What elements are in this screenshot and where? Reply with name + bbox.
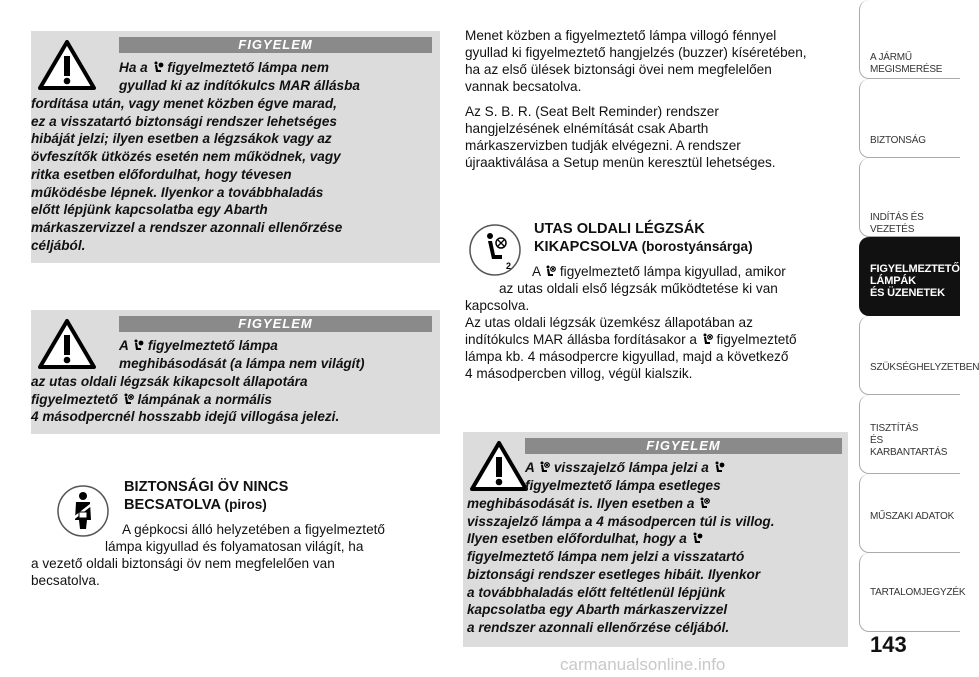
warning-text-cont: gyullad ki az indítókulcs MAR állásba [119, 78, 360, 93]
warning-box-3 [463, 432, 848, 647]
seatbelt-reminder-text: Menet közben a figyelmeztető lámpa villogó fénnyel gyullad ki figyelmeztető hangjelzés (buzzer) kíséretében, ha az első ülések biztonsági övei nem megfelelően vannak becsatolva. Az S. B. R. (Seat Belt Reminder) rendszer hangjelzésének elnémítását csak Abarth márkaszervizben tudják elvégezni. A rendszer újraaktiválása a Setup menün keresztül lehetséges. [465, 28, 807, 170]
airbag-off-icon [698, 497, 710, 509]
airbag-off-icon [122, 393, 134, 405]
airbag-off-icon [544, 265, 556, 277]
airbag-off-icon [701, 333, 713, 345]
airbag-icon [132, 339, 144, 351]
tab-vehicle-intro[interactable]: A JÁRMŰ MEGISMERÉSE [859, 0, 960, 79]
page-number: 143 [870, 632, 907, 657]
warning-text: A figyelmeztető lámpa [119, 338, 278, 353]
seatbelt-text: A gépkocsi álló helyzetében a figyelmeztető lámpa kigyullad és folyamatosan világít, ha a vezető oldali biztonsági öv nem megfelelően van becsatolva. [31, 522, 385, 588]
warning-header: FIGYELEM [525, 438, 842, 454]
airbag-off-title: UTAS OLDALI LÉGZSÁK KIKAPCSOLVA (borostyánsárga) [534, 221, 753, 255]
tab-emergency[interactable]: SZÜKSÉGHELYZETBEN [859, 316, 960, 395]
warning-triangle-icon [37, 39, 97, 91]
chapter-sidebar [859, 0, 979, 677]
tab-safety[interactable]: BIZTONSÁG [859, 79, 960, 158]
warning-text-full: meghibásodását is. Ilyen esetben a visszajelző lámpa a 4 másodpercen túl is villog. Ilyen esetben előfordulhat, hogy a figyelmeztető lámpa nem jelzi a visszatartó biztonsági rendszer esetleges hibáit. Ilyenkor a továbbhaladás előtt feltétlenül lépjünk kapcsolatba egy Abarth márkaszervizzel a rendszer azonnali ellenőrzése céljából. [467, 496, 775, 635]
warning-text: Ha a figyelmeztető lámpa nem [119, 60, 329, 75]
warning-box-2 [31, 310, 440, 434]
warning-text: A visszajelző lámpa jelzi a [525, 459, 725, 477]
seatbelt-title: BIZTONSÁGI ÖV NINCS BECSATOLVA (piros) [124, 479, 289, 513]
tab-warning-lights[interactable]: FIGYELMEZTETŐ LÁMPÁK ÉS ÜZENETEK [859, 237, 960, 316]
warning-text-full: fordítása után, vagy menet közben égve marad, ez a visszatartó biztonsági rendszer lehetséges hibáját jelzi; ilyen esetben a légzsákok vagy az övfeszítők ütközés esetén nem működnek, vagy ritka esetben előfordulhat, hogy tévesen működésbe lépnek. Ilyenkor a továbbhaladás előtt lépjünk kapcsolatba egy Abarth márkaszervizzel a rendszer azonnali ellenőrzése céljából. [31, 96, 343, 253]
airbag-off-icon [538, 461, 550, 473]
airbag-icon [713, 461, 725, 473]
airbag-off-text: A figyelmeztető lámpa kigyullad, amikor az utas oldali első légzsák működtetése ki van kapcsolva. Az utas oldali légzsák üzemkész állapotában az indítókulcs MAR állásba fordításakor a figyelmeztető lámpa kb. 4 másodpercre kigyullad, majd a következő 4 másodpercben villog, végül kialszik. [465, 264, 797, 381]
airbag-icon [691, 532, 703, 544]
warning-text-cont: meghibásodását (a lámpa nem világít) [119, 356, 365, 371]
warning-header: FIGYELEM [119, 37, 432, 53]
tab-technical-data[interactable]: MŰSZAKI ADATOK [859, 474, 960, 553]
tab-index[interactable]: TARTALOMJEGYZÉK [859, 553, 960, 632]
warning-text-full: az utas oldali légzsák kikapcsolt állapotára figyelmeztető lámpának a normális 4 másodpercnél hosszabb idejű villogása jelezi. [31, 374, 340, 425]
tab-maintenance[interactable]: TISZTÍTÁS ÉS KARBANTARTÁS [859, 395, 960, 474]
warning-triangle-icon [37, 318, 97, 370]
warning-text-cont: figyelmeztető lámpa esetleges [525, 478, 721, 493]
warning-header: FIGYELEM [119, 316, 432, 332]
warning-triangle-icon [469, 440, 529, 492]
svg-text:2: 2 [506, 261, 512, 271]
watermark: carmanualsonline.info [560, 655, 726, 674]
tab-starting-driving[interactable]: INDÍTÁS ÉS VEZETÉS [859, 158, 960, 237]
airbag-icon [152, 61, 164, 73]
warning-box-1 [31, 31, 440, 263]
